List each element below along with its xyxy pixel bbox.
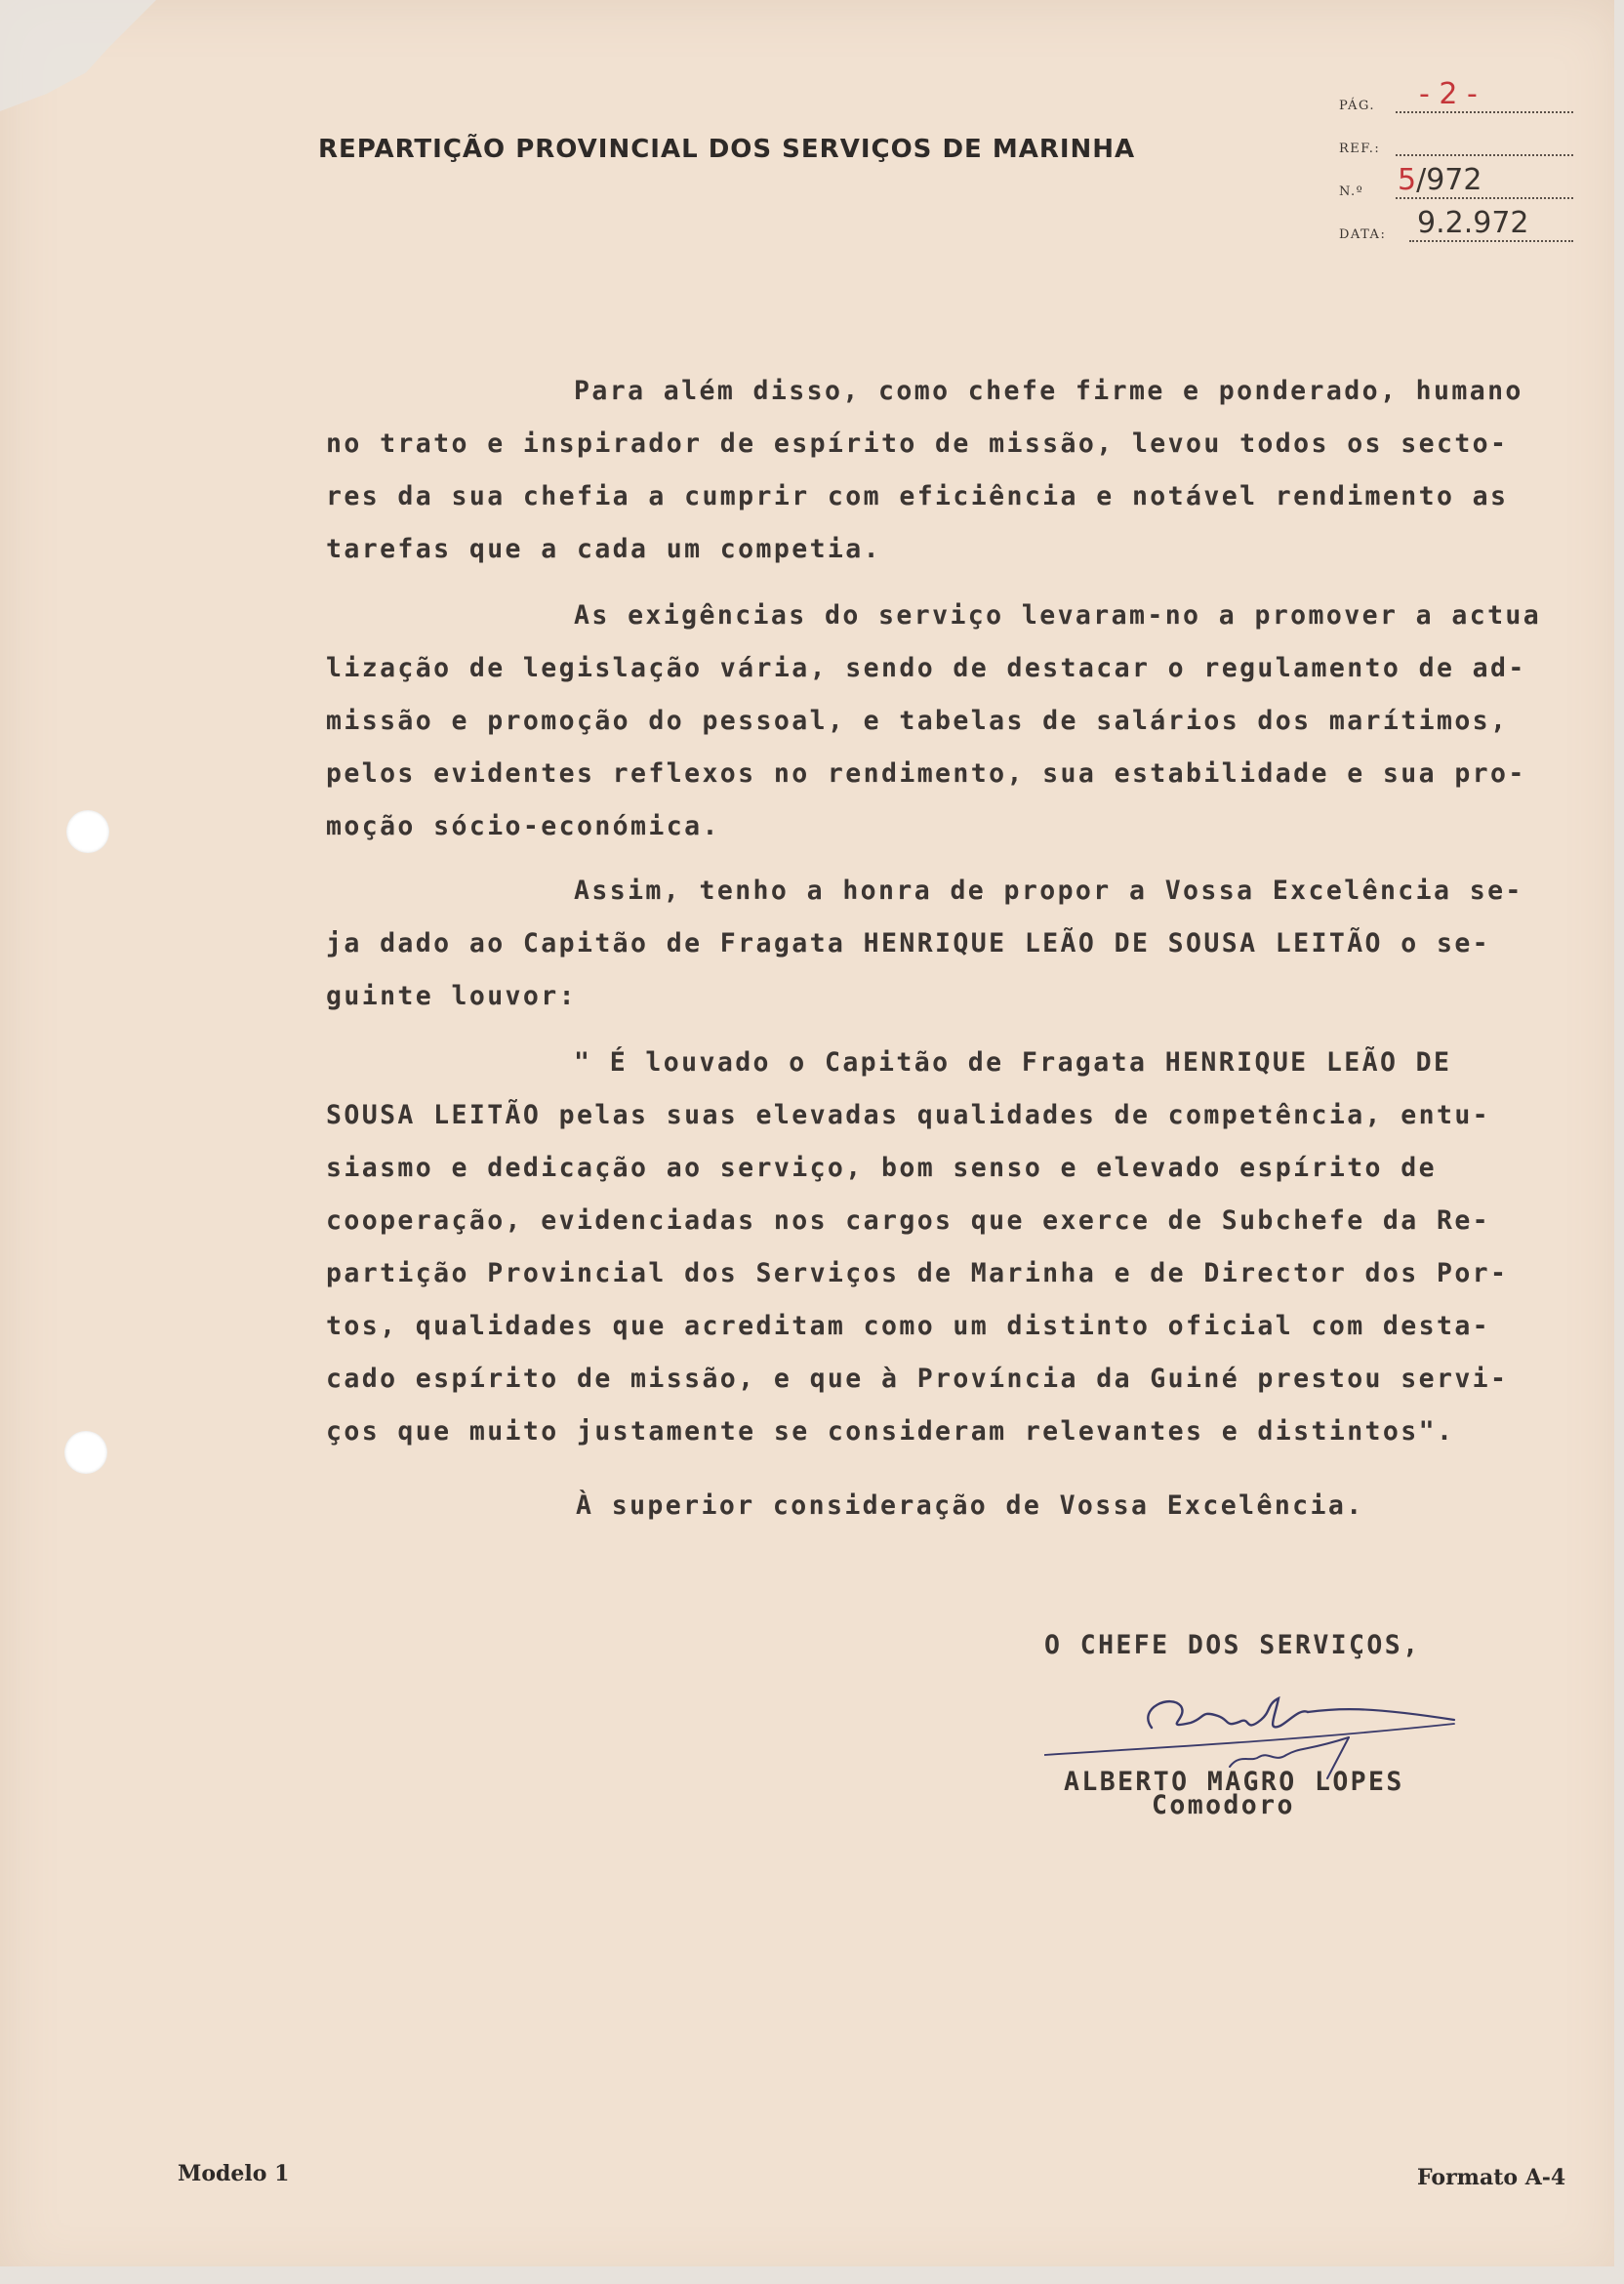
text-line: pelos evidentes reflexos no rendimento, sua estabilidade e sua pro- [326,758,1526,789]
text-line: " É louvado o Capitão de Fragata HENRIQUE LEÃO DE [574,1047,1452,1078]
scan-edge-right [1614,0,1624,2284]
punch-hole-upper [66,810,109,853]
text-line: no trato e inspirador de espírito de missão, levou todos os secto- [326,428,1509,459]
institution-heading: REPARTIÇÃO PROVINCIAL DOS SERVIÇOS DE MARINHA [318,135,1136,164]
punch-hole-lower [64,1431,107,1474]
date-label: DATA: [1339,227,1387,242]
text-line: tos, qualidades que acreditam como um distinto oficial com desta- [326,1311,1491,1341]
text-line: cado espírito de missão, e que à Província da Guiné prestou servi- [326,1364,1509,1394]
signatory-name: ALBERTO MAGRO LOPES [1064,1767,1404,1797]
number-row [1339,164,1573,207]
reference-block [1339,78,1573,250]
text-line: res da sua chefia a cumprir com eficiência e notável rendimento as [326,481,1509,511]
text-line: partição Provincial dos Serviços de Marinha e de Director dos Por- [326,1258,1509,1288]
text-line: SOUSA LEITÃO pelas suas elevadas qualidades de competência, entu- [326,1100,1491,1130]
signature-block [1044,1630,1474,1820]
page-number-value: - 2 - [1419,77,1478,111]
text-line: Para além disso, como chefe firme e ponderado, humano [574,376,1523,406]
text-line: As exigências do serviço levaram-no a promover a actua [574,600,1542,631]
text-line: Assim, tenho a honra de propor a Vossa Excelência se- [574,876,1523,906]
number-label: N.º [1339,184,1364,199]
page-label: PÁG. [1339,99,1375,113]
closing-line: À superior consideração de Vossa Excelência. [576,1490,1364,1521]
scan-edge-bottom [0,2266,1624,2284]
text-line: lização de legislação vária, sendo de destacar o regulamento de ad- [326,653,1526,683]
text-line: cooperação, evidenciadas nos cargos que exerce de Subchefe da Re- [326,1205,1491,1236]
text-line: missão e promoção do pessoal, e tabelas de salários dos marítimos, [326,706,1509,736]
text-line: tarefas que a cada um competia. [326,534,881,564]
text-line: ços que muito justamente se consideram relevantes e distintos". [326,1416,1455,1447]
text-line: siasmo e dedicação ao serviço, bom senso e elevado espírito de [326,1153,1437,1183]
ref-label: REF.: [1339,142,1381,156]
page-number-row [1339,78,1573,121]
date-row [1339,207,1573,250]
commendation-text [326,1037,1595,1458]
date-value: 9.2.972 [1417,206,1529,240]
text-line: moção sócio-económica. [326,811,720,841]
form-model-label: Modelo 1 [178,2161,290,2186]
signatory-title: O CHEFE DOS SERVIÇOS, [1044,1630,1421,1660]
paragraph-3 [326,865,1595,1023]
ref-row [1339,121,1573,164]
signatory-rank: Comodoro [1152,1790,1295,1820]
text-line: guinte louvor: [326,981,577,1011]
paragraph-1 [326,365,1595,576]
document-number-value: 5/972 [1398,163,1482,197]
text-line: ja dado ao Capitão de Fragata HENRIQUE LEÃO DE SOUSA LEITÃO o se- [326,928,1491,958]
paragraph-2 [326,590,1595,853]
paper-format-label: Formato A-4 [1417,2165,1566,2190]
